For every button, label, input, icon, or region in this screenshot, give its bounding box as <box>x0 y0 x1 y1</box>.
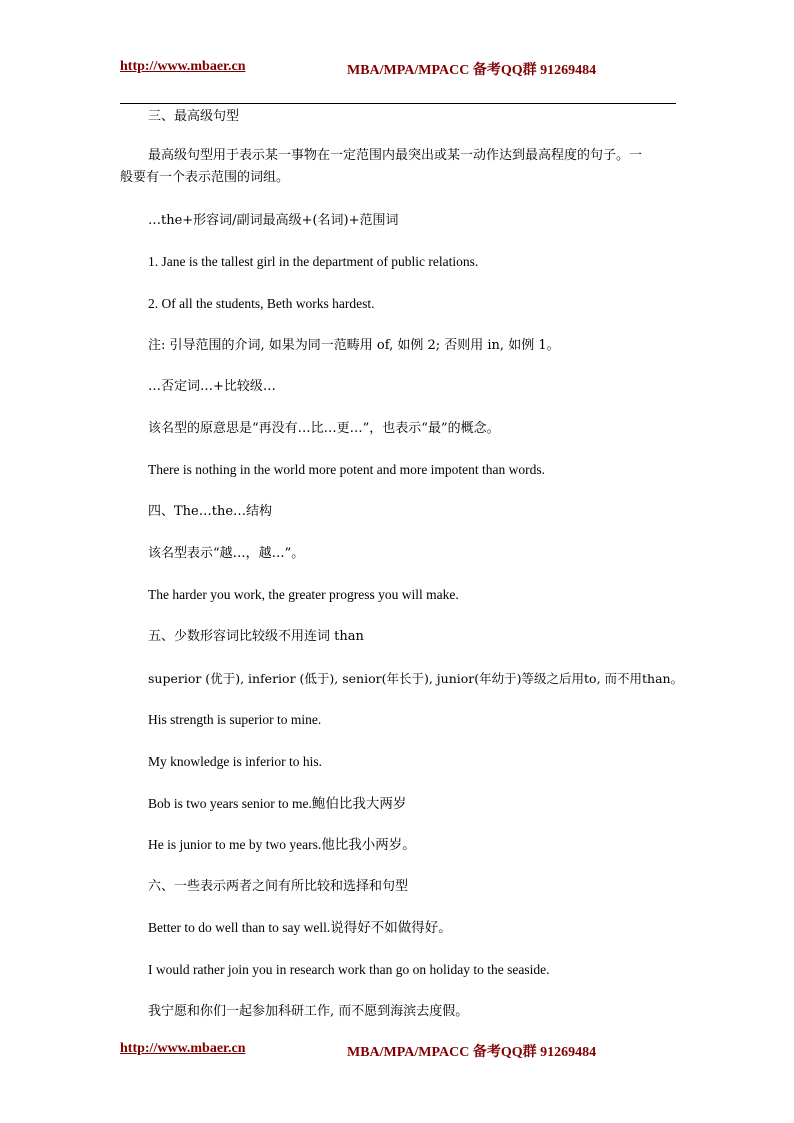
section-3-pattern-2: …否定词…+比较级… <box>148 379 276 394</box>
section-3-pattern-2-desc: 该名型的原意思是“再没有…比…更…”，也表示“最”的概念。 <box>148 421 500 436</box>
header-divider <box>120 103 676 104</box>
section-3-example-3: There is nothing in the world more potent and more impotent than words. <box>148 462 546 477</box>
section-5-example-3: Bob is two years senior to me.鲍伯比我大两岁 <box>148 796 407 811</box>
header-url-link[interactable]: http://www.mbaer.cn <box>120 59 246 74</box>
section-4-example: The harder you work, the greater progress you will make. <box>148 587 459 602</box>
section-5-example-1: His strength is superior to mine. <box>148 712 322 727</box>
section-3-intro: 最高级句型用于表示某一事物在一定范围内最突出或某一动作达到最高程度的句子。一般要有一个表示范围的词组。 <box>120 148 643 185</box>
section-3-pattern: …the+形容词/副词最高级+(名词)+范围词 <box>148 213 399 228</box>
footer-title: MBA/MPA/MPACC 备考QQ群 91269484 <box>347 1045 597 1060</box>
header-title: MBA/MPA/MPACC 备考QQ群 91269484 <box>347 63 597 78</box>
section-5-example-4: He is junior to me by two years.他比我小两岁。 <box>148 837 416 852</box>
section-6-example-1: Better to do well than to say well.说得好不如做得好。 <box>148 920 452 935</box>
section-6-heading: 六、一些表示两者之间有所比较和选择和句型 <box>148 879 409 894</box>
section-5-example-2: My knowledge is inferior to his. <box>148 754 322 769</box>
section-5-desc: superior (优于), inferior (低于), senior(年长于), junior(年幼于)等级之后用to, 而不用than。 <box>148 671 684 686</box>
page-header <box>120 59 676 79</box>
section-3-heading: 三、最高级句型 <box>148 109 240 124</box>
page-footer <box>120 1041 676 1061</box>
footer-url-link[interactable]: http://www.mbaer.cn <box>120 1041 246 1056</box>
section-3-example-1: 1. Jane is the tallest girl in the department of public relations. <box>148 254 479 269</box>
section-6-example-2: I would rather join you in research work than go on holiday to the seaside. <box>148 962 550 977</box>
section-6-example-2-translation: 我宁愿和你们一起参加科研工作, 而不愿到海滨去度假。 <box>148 1004 469 1019</box>
section-4-desc: 该名型表示“越…，越…”。 <box>148 546 305 561</box>
section-5-heading: 五、少数形容词比较级不用连词 than <box>148 629 364 644</box>
section-4-heading: 四、The…the…结构 <box>148 504 273 519</box>
section-3-example-2: 2. Of all the students, Beth works hardest. <box>148 296 375 311</box>
section-3-note: 注: 引导范围的介词, 如果为同一范畴用 of, 如例 2; 否则用 in, 如例 1。 <box>148 338 560 353</box>
